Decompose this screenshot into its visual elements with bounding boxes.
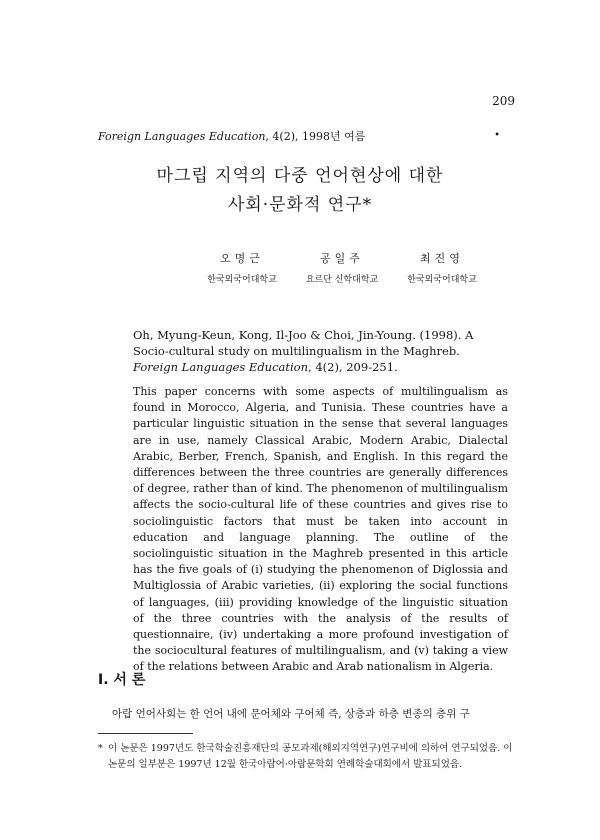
footnote-divider [98, 733, 193, 734]
author-name: 최진영 [420, 252, 464, 265]
abstract: This paper concerns with some aspects of multilingualism as found in Morocco, Algeria, and Tunisia. These countries have a particular linguistic situation in the sense that several languages are in use, namely Classical Arabic, Modern Arabic, Dialectal Arabic, Berber, French, Spanish, and English. In this regard the differences between the three countries are generally differences of degree, rather than of kind. The phenomenon of multilingualism affects the socio-cultural life of these countries and gives rise to sociolinguistic factors that must be taken into account in education and language planning. The outline of the sociolinguistic situation in the Maghreb presented in this article has the five goals of (i) studying the phenomenon of Diglossia and Multiglossia of Arabic varieties, (ii) exploring the social functions of languages, (iii) providing knowledge of the linguistic situation of the three countries with the analysis of the results of questionnaire, (iv) undertaking a more profound investigation of the sociocultural features of multilingualism, and (v) taking a view of the relations between Arabic and Arab nationalism in Algeria. [133, 385, 508, 674]
paper-title [0, 162, 600, 220]
citation-journal: Foreign Languages Education [133, 360, 309, 374]
citation-text: Oh, Myung-Keun, Kong, Il-Joo & Choi, Jin-Young. (1998). A Socio-cultural study on multilingualism in the Maghreb. [133, 328, 474, 358]
author [392, 250, 492, 285]
author [192, 250, 292, 285]
page-mark: • [494, 130, 500, 141]
footnote-text: 이 논문은 1997년도 한국학술진흥재단의 공모과제(해외지역연구)연구비에 의하여 연구되었음. 이 논문의 일부분은 1997년 12월 한국아랍어·아랍문학회 연례학술대회에서 발표되었음. [108, 743, 513, 770]
body-text: 아랍 언어사회는 한 언어 내에 문어체와 구어체 즉, 상층과 하층 변종의 층위 구 [112, 708, 470, 720]
footnote-marker: * [98, 743, 103, 754]
journal-name: Foreign Languages Education [98, 130, 266, 143]
citation-pages: , 4(2), 209-251. [308, 360, 398, 374]
section-heading: Ⅰ. 서 론 [98, 672, 146, 688]
author-affiliation: 한국외국어대학교 [407, 275, 477, 285]
title-line-2: 사회·문화적 연구* [227, 195, 373, 215]
journal-volume: , 4(2), 1998년 여름 [265, 130, 366, 143]
author-list [192, 250, 492, 285]
citation [133, 327, 508, 375]
author-affiliation: 한국외국어대학교 [207, 275, 277, 285]
author-name: 공일주 [320, 252, 364, 265]
journal-info [98, 128, 365, 144]
page-number: 209 [492, 94, 515, 108]
title-line-1: 마그립 지역의 다중 언어현상에 대한 [156, 166, 444, 186]
author-name: 오명근 [220, 252, 264, 265]
author-affiliation: 요르단 신학대학교 [305, 275, 379, 285]
footnote [98, 741, 518, 773]
author [292, 250, 392, 285]
